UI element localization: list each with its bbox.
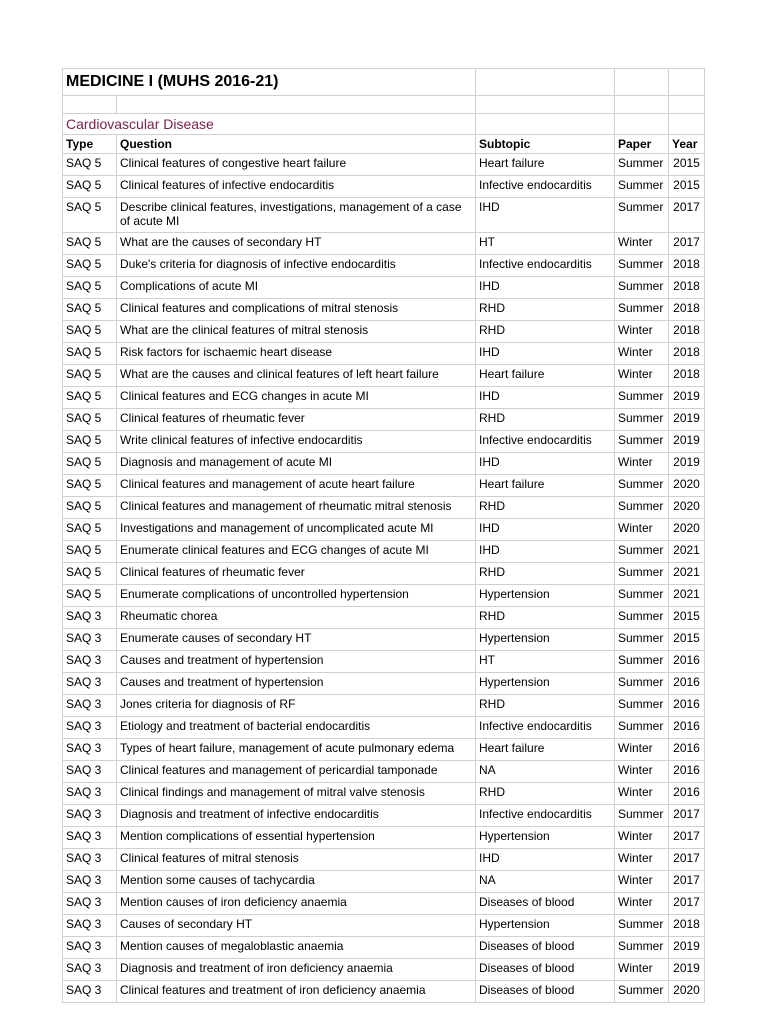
- table-row: [63, 343, 705, 365]
- cell-subtopic: RHD: [476, 607, 615, 629]
- cell-year: 2021: [669, 563, 705, 585]
- cell-paper: Summer: [615, 695, 669, 717]
- cell-paper: Summer: [615, 673, 669, 695]
- cell-paper: Summer: [615, 154, 669, 176]
- table-row: [63, 893, 705, 915]
- empty-cell: [476, 96, 615, 114]
- cell-subtopic: IHD: [476, 519, 615, 541]
- cell-type: SAQ 3: [63, 607, 117, 629]
- cell-type: SAQ 5: [63, 176, 117, 198]
- cell-question: Mention causes of megaloblastic anaemia: [117, 937, 476, 959]
- cell-paper: Summer: [615, 937, 669, 959]
- empty-cell: [63, 96, 117, 114]
- cell-question: Complications of acute MI: [117, 277, 476, 299]
- cell-type: SAQ 5: [63, 585, 117, 607]
- cell-year: 2020: [669, 497, 705, 519]
- cell-paper: Summer: [615, 277, 669, 299]
- cell-type: SAQ 3: [63, 937, 117, 959]
- table-row: [63, 409, 705, 431]
- cell-question: Jones criteria for diagnosis of RF: [117, 695, 476, 717]
- cell-paper: Summer: [615, 805, 669, 827]
- cell-subtopic: IHD: [476, 343, 615, 365]
- table-row: [63, 541, 705, 563]
- cell-type: SAQ 3: [63, 981, 117, 1003]
- cell-paper: Summer: [615, 563, 669, 585]
- cell-question: What are the causes and clinical features of left heart failure: [117, 365, 476, 387]
- cell-year: 2018: [669, 255, 705, 277]
- cell-subtopic: Hypertension: [476, 827, 615, 849]
- cell-type: SAQ 5: [63, 519, 117, 541]
- cell-paper: Summer: [615, 387, 669, 409]
- section-row: [63, 114, 705, 135]
- cell-year: 2017: [669, 893, 705, 915]
- table-row: [63, 695, 705, 717]
- cell-question: Clinical features of rheumatic fever: [117, 563, 476, 585]
- cell-subtopic: Diseases of blood: [476, 937, 615, 959]
- table-row: [63, 717, 705, 739]
- table-row: [63, 431, 705, 453]
- cell-year: 2015: [669, 629, 705, 651]
- empty-cell: [476, 114, 615, 135]
- empty-cell: [117, 96, 476, 114]
- empty-cell: [669, 114, 705, 135]
- table-row: [63, 475, 705, 497]
- cell-question: Clinical features and complications of mitral stenosis: [117, 299, 476, 321]
- cell-year: 2021: [669, 585, 705, 607]
- title-row: [63, 69, 705, 96]
- cell-year: 2016: [669, 673, 705, 695]
- cell-paper: Summer: [615, 585, 669, 607]
- cell-subtopic: HT: [476, 233, 615, 255]
- cell-question: Types of heart failure, management of acute pulmonary edema: [117, 739, 476, 761]
- cell-type: SAQ 3: [63, 629, 117, 651]
- cell-type: SAQ 3: [63, 959, 117, 981]
- cell-year: 2015: [669, 154, 705, 176]
- cell-question: Risk factors for ischaemic heart disease: [117, 343, 476, 365]
- cell-type: SAQ 3: [63, 761, 117, 783]
- cell-question: Clinical features and management of pericardial tamponade: [117, 761, 476, 783]
- table-row: [63, 277, 705, 299]
- cell-subtopic: Diseases of blood: [476, 893, 615, 915]
- header-year: Year: [669, 135, 705, 154]
- cell-subtopic: NA: [476, 871, 615, 893]
- cell-year: 2017: [669, 827, 705, 849]
- cell-question: Diagnosis and management of acute MI: [117, 453, 476, 475]
- empty-cell: [669, 69, 705, 96]
- cell-year: 2016: [669, 717, 705, 739]
- cell-question: Causes and treatment of hypertension: [117, 673, 476, 695]
- cell-subtopic: Hypertension: [476, 915, 615, 937]
- cell-year: 2018: [669, 299, 705, 321]
- table-row: [63, 585, 705, 607]
- cell-type: SAQ 5: [63, 154, 117, 176]
- cell-paper: Winter: [615, 343, 669, 365]
- cell-question: Causes and treatment of hypertension: [117, 651, 476, 673]
- cell-question: Write clinical features of infective endocarditis: [117, 431, 476, 453]
- cell-year: 2017: [669, 233, 705, 255]
- table-row: [63, 651, 705, 673]
- cell-year: 2019: [669, 937, 705, 959]
- cell-subtopic: IHD: [476, 453, 615, 475]
- table-row: [63, 761, 705, 783]
- cell-question: What are the causes of secondary HT: [117, 233, 476, 255]
- cell-subtopic: Diseases of blood: [476, 959, 615, 981]
- table-row: [63, 849, 705, 871]
- cell-paper: Summer: [615, 299, 669, 321]
- cell-year: 2019: [669, 453, 705, 475]
- empty-cell: [615, 96, 669, 114]
- cell-paper: Winter: [615, 519, 669, 541]
- cell-year: 2020: [669, 519, 705, 541]
- empty-cell: [476, 69, 615, 96]
- question-bank-table: [62, 68, 705, 1003]
- cell-type: SAQ 5: [63, 497, 117, 519]
- cell-question: Clinical features of congestive heart failure: [117, 154, 476, 176]
- header-paper: Paper: [615, 135, 669, 154]
- cell-paper: Summer: [615, 176, 669, 198]
- cell-type: SAQ 5: [63, 198, 117, 233]
- cell-year: 2016: [669, 651, 705, 673]
- cell-subtopic: IHD: [476, 277, 615, 299]
- table-row: [63, 739, 705, 761]
- header-type: Type: [63, 135, 117, 154]
- cell-subtopic: IHD: [476, 198, 615, 233]
- blank-row: [63, 96, 705, 114]
- cell-type: SAQ 5: [63, 563, 117, 585]
- cell-type: SAQ 5: [63, 387, 117, 409]
- table-row: [63, 453, 705, 475]
- cell-subtopic: Infective endocarditis: [476, 805, 615, 827]
- cell-question: Clinical features and management of acute heart failure: [117, 475, 476, 497]
- cell-subtopic: HT: [476, 651, 615, 673]
- cell-question: Enumerate clinical features and ECG changes of acute MI: [117, 541, 476, 563]
- table-row: [63, 387, 705, 409]
- cell-paper: Summer: [615, 981, 669, 1003]
- cell-year: 2019: [669, 409, 705, 431]
- cell-year: 2018: [669, 365, 705, 387]
- cell-year: 2016: [669, 695, 705, 717]
- cell-question: Etiology and treatment of bacterial endocarditis: [117, 717, 476, 739]
- cell-type: SAQ 5: [63, 453, 117, 475]
- cell-type: SAQ 5: [63, 299, 117, 321]
- cell-year: 2018: [669, 343, 705, 365]
- cell-year: 2017: [669, 198, 705, 233]
- table-row: [63, 783, 705, 805]
- cell-subtopic: RHD: [476, 695, 615, 717]
- cell-subtopic: Hypertension: [476, 629, 615, 651]
- cell-paper: Summer: [615, 607, 669, 629]
- cell-paper: Winter: [615, 849, 669, 871]
- cell-year: 2020: [669, 981, 705, 1003]
- cell-paper: Summer: [615, 651, 669, 673]
- table-row: [63, 827, 705, 849]
- cell-year: 2020: [669, 475, 705, 497]
- cell-subtopic: RHD: [476, 299, 615, 321]
- cell-paper: Summer: [615, 629, 669, 651]
- cell-subtopic: IHD: [476, 849, 615, 871]
- cell-subtopic: RHD: [476, 783, 615, 805]
- cell-question: Clinical features of infective endocarditis: [117, 176, 476, 198]
- table-row: [63, 607, 705, 629]
- header-row: [63, 135, 705, 154]
- cell-question: Clinical features and ECG changes in acute MI: [117, 387, 476, 409]
- table-row: [63, 673, 705, 695]
- table-row: [63, 233, 705, 255]
- cell-paper: Winter: [615, 233, 669, 255]
- cell-type: SAQ 5: [63, 541, 117, 563]
- table-row: [63, 805, 705, 827]
- cell-subtopic: NA: [476, 761, 615, 783]
- cell-type: SAQ 5: [63, 255, 117, 277]
- section-title: Cardiovascular Disease: [63, 114, 476, 135]
- cell-subtopic: Hypertension: [476, 673, 615, 695]
- cell-type: SAQ 3: [63, 915, 117, 937]
- cell-paper: Winter: [615, 893, 669, 915]
- cell-subtopic: RHD: [476, 563, 615, 585]
- cell-type: SAQ 3: [63, 717, 117, 739]
- table-row: [63, 255, 705, 277]
- cell-question: Clinical features of mitral stenosis: [117, 849, 476, 871]
- cell-type: SAQ 5: [63, 343, 117, 365]
- cell-subtopic: RHD: [476, 321, 615, 343]
- cell-question: Clinical findings and management of mitral valve stenosis: [117, 783, 476, 805]
- cell-subtopic: Infective endocarditis: [476, 255, 615, 277]
- cell-year: 2018: [669, 321, 705, 343]
- cell-type: SAQ 3: [63, 893, 117, 915]
- cell-year: 2016: [669, 739, 705, 761]
- cell-question: Diagnosis and treatment of iron deficiency anaemia: [117, 959, 476, 981]
- cell-year: 2018: [669, 915, 705, 937]
- cell-subtopic: Heart failure: [476, 154, 615, 176]
- cell-question: Rheumatic chorea: [117, 607, 476, 629]
- cell-subtopic: Heart failure: [476, 365, 615, 387]
- cell-question: Enumerate complications of uncontrolled hypertension: [117, 585, 476, 607]
- cell-paper: Summer: [615, 198, 669, 233]
- table-row: [63, 959, 705, 981]
- table-row: [63, 563, 705, 585]
- table-row: [63, 198, 705, 233]
- cell-year: 2017: [669, 849, 705, 871]
- table-row: [63, 365, 705, 387]
- cell-type: SAQ 5: [63, 233, 117, 255]
- cell-year: 2016: [669, 761, 705, 783]
- cell-question: Enumerate causes of secondary HT: [117, 629, 476, 651]
- cell-subtopic: Infective endocarditis: [476, 717, 615, 739]
- cell-question: Causes of secondary HT: [117, 915, 476, 937]
- table-row: [63, 629, 705, 651]
- cell-year: 2019: [669, 959, 705, 981]
- cell-paper: Summer: [615, 497, 669, 519]
- cell-paper: Winter: [615, 871, 669, 893]
- header-subtopic: Subtopic: [476, 135, 615, 154]
- cell-type: SAQ 3: [63, 783, 117, 805]
- cell-question: Investigations and management of uncomplicated acute MI: [117, 519, 476, 541]
- cell-subtopic: IHD: [476, 387, 615, 409]
- cell-paper: Summer: [615, 915, 669, 937]
- cell-type: SAQ 3: [63, 739, 117, 761]
- cell-subtopic: RHD: [476, 409, 615, 431]
- cell-year: 2015: [669, 176, 705, 198]
- cell-subtopic: Infective endocarditis: [476, 176, 615, 198]
- cell-type: SAQ 3: [63, 695, 117, 717]
- cell-paper: Winter: [615, 783, 669, 805]
- cell-type: SAQ 5: [63, 475, 117, 497]
- cell-paper: Summer: [615, 717, 669, 739]
- table-row: [63, 871, 705, 893]
- cell-year: 2017: [669, 871, 705, 893]
- table-row: [63, 321, 705, 343]
- cell-type: SAQ 3: [63, 849, 117, 871]
- cell-subtopic: Hypertension: [476, 585, 615, 607]
- cell-paper: Winter: [615, 365, 669, 387]
- cell-subtopic: Diseases of blood: [476, 981, 615, 1003]
- table-row: [63, 937, 705, 959]
- cell-paper: Winter: [615, 739, 669, 761]
- cell-paper: Summer: [615, 409, 669, 431]
- cell-type: SAQ 5: [63, 277, 117, 299]
- cell-year: 2015: [669, 607, 705, 629]
- cell-paper: Summer: [615, 541, 669, 563]
- cell-type: SAQ 5: [63, 365, 117, 387]
- cell-paper: Summer: [615, 475, 669, 497]
- table-row: [63, 497, 705, 519]
- cell-paper: Winter: [615, 959, 669, 981]
- cell-year: 2018: [669, 277, 705, 299]
- cell-subtopic: RHD: [476, 497, 615, 519]
- cell-paper: Winter: [615, 321, 669, 343]
- cell-type: SAQ 3: [63, 827, 117, 849]
- cell-question: Clinical features and management of rheumatic mitral stenosis: [117, 497, 476, 519]
- cell-subtopic: IHD: [476, 541, 615, 563]
- cell-paper: Winter: [615, 827, 669, 849]
- table-row: [63, 176, 705, 198]
- cell-subtopic: Heart failure: [476, 739, 615, 761]
- cell-question: Describe clinical features, investigations, management of a case of acute MI: [117, 198, 476, 233]
- cell-question: Clinical features of rheumatic fever: [117, 409, 476, 431]
- cell-question: Clinical features and treatment of iron deficiency anaemia: [117, 981, 476, 1003]
- cell-year: 2017: [669, 805, 705, 827]
- cell-type: SAQ 3: [63, 805, 117, 827]
- cell-type: SAQ 5: [63, 321, 117, 343]
- cell-type: SAQ 3: [63, 871, 117, 893]
- cell-subtopic: Infective endocarditis: [476, 431, 615, 453]
- cell-type: SAQ 5: [63, 431, 117, 453]
- header-question: Question: [117, 135, 476, 154]
- cell-year: 2019: [669, 431, 705, 453]
- cell-paper: Winter: [615, 453, 669, 475]
- cell-year: 2021: [669, 541, 705, 563]
- cell-question: Mention complications of essential hypertension: [117, 827, 476, 849]
- cell-question: Mention causes of iron deficiency anaemia: [117, 893, 476, 915]
- table-row: [63, 154, 705, 176]
- cell-year: 2019: [669, 387, 705, 409]
- empty-cell: [615, 114, 669, 135]
- cell-paper: Summer: [615, 431, 669, 453]
- cell-question: What are the clinical features of mitral stenosis: [117, 321, 476, 343]
- cell-question: Diagnosis and treatment of infective endocarditis: [117, 805, 476, 827]
- cell-question: Mention some causes of tachycardia: [117, 871, 476, 893]
- cell-year: 2016: [669, 783, 705, 805]
- cell-type: SAQ 5: [63, 409, 117, 431]
- cell-question: Duke's criteria for diagnosis of infective endocarditis: [117, 255, 476, 277]
- table-row: [63, 915, 705, 937]
- empty-cell: [669, 96, 705, 114]
- cell-subtopic: Heart failure: [476, 475, 615, 497]
- table-row: [63, 519, 705, 541]
- table-row: [63, 299, 705, 321]
- document-title: MEDICINE I (MUHS 2016-21): [63, 69, 476, 96]
- table-row: [63, 981, 705, 1003]
- cell-type: SAQ 3: [63, 651, 117, 673]
- cell-paper: Summer: [615, 255, 669, 277]
- empty-cell: [615, 69, 669, 96]
- cell-type: SAQ 3: [63, 673, 117, 695]
- cell-paper: Winter: [615, 761, 669, 783]
